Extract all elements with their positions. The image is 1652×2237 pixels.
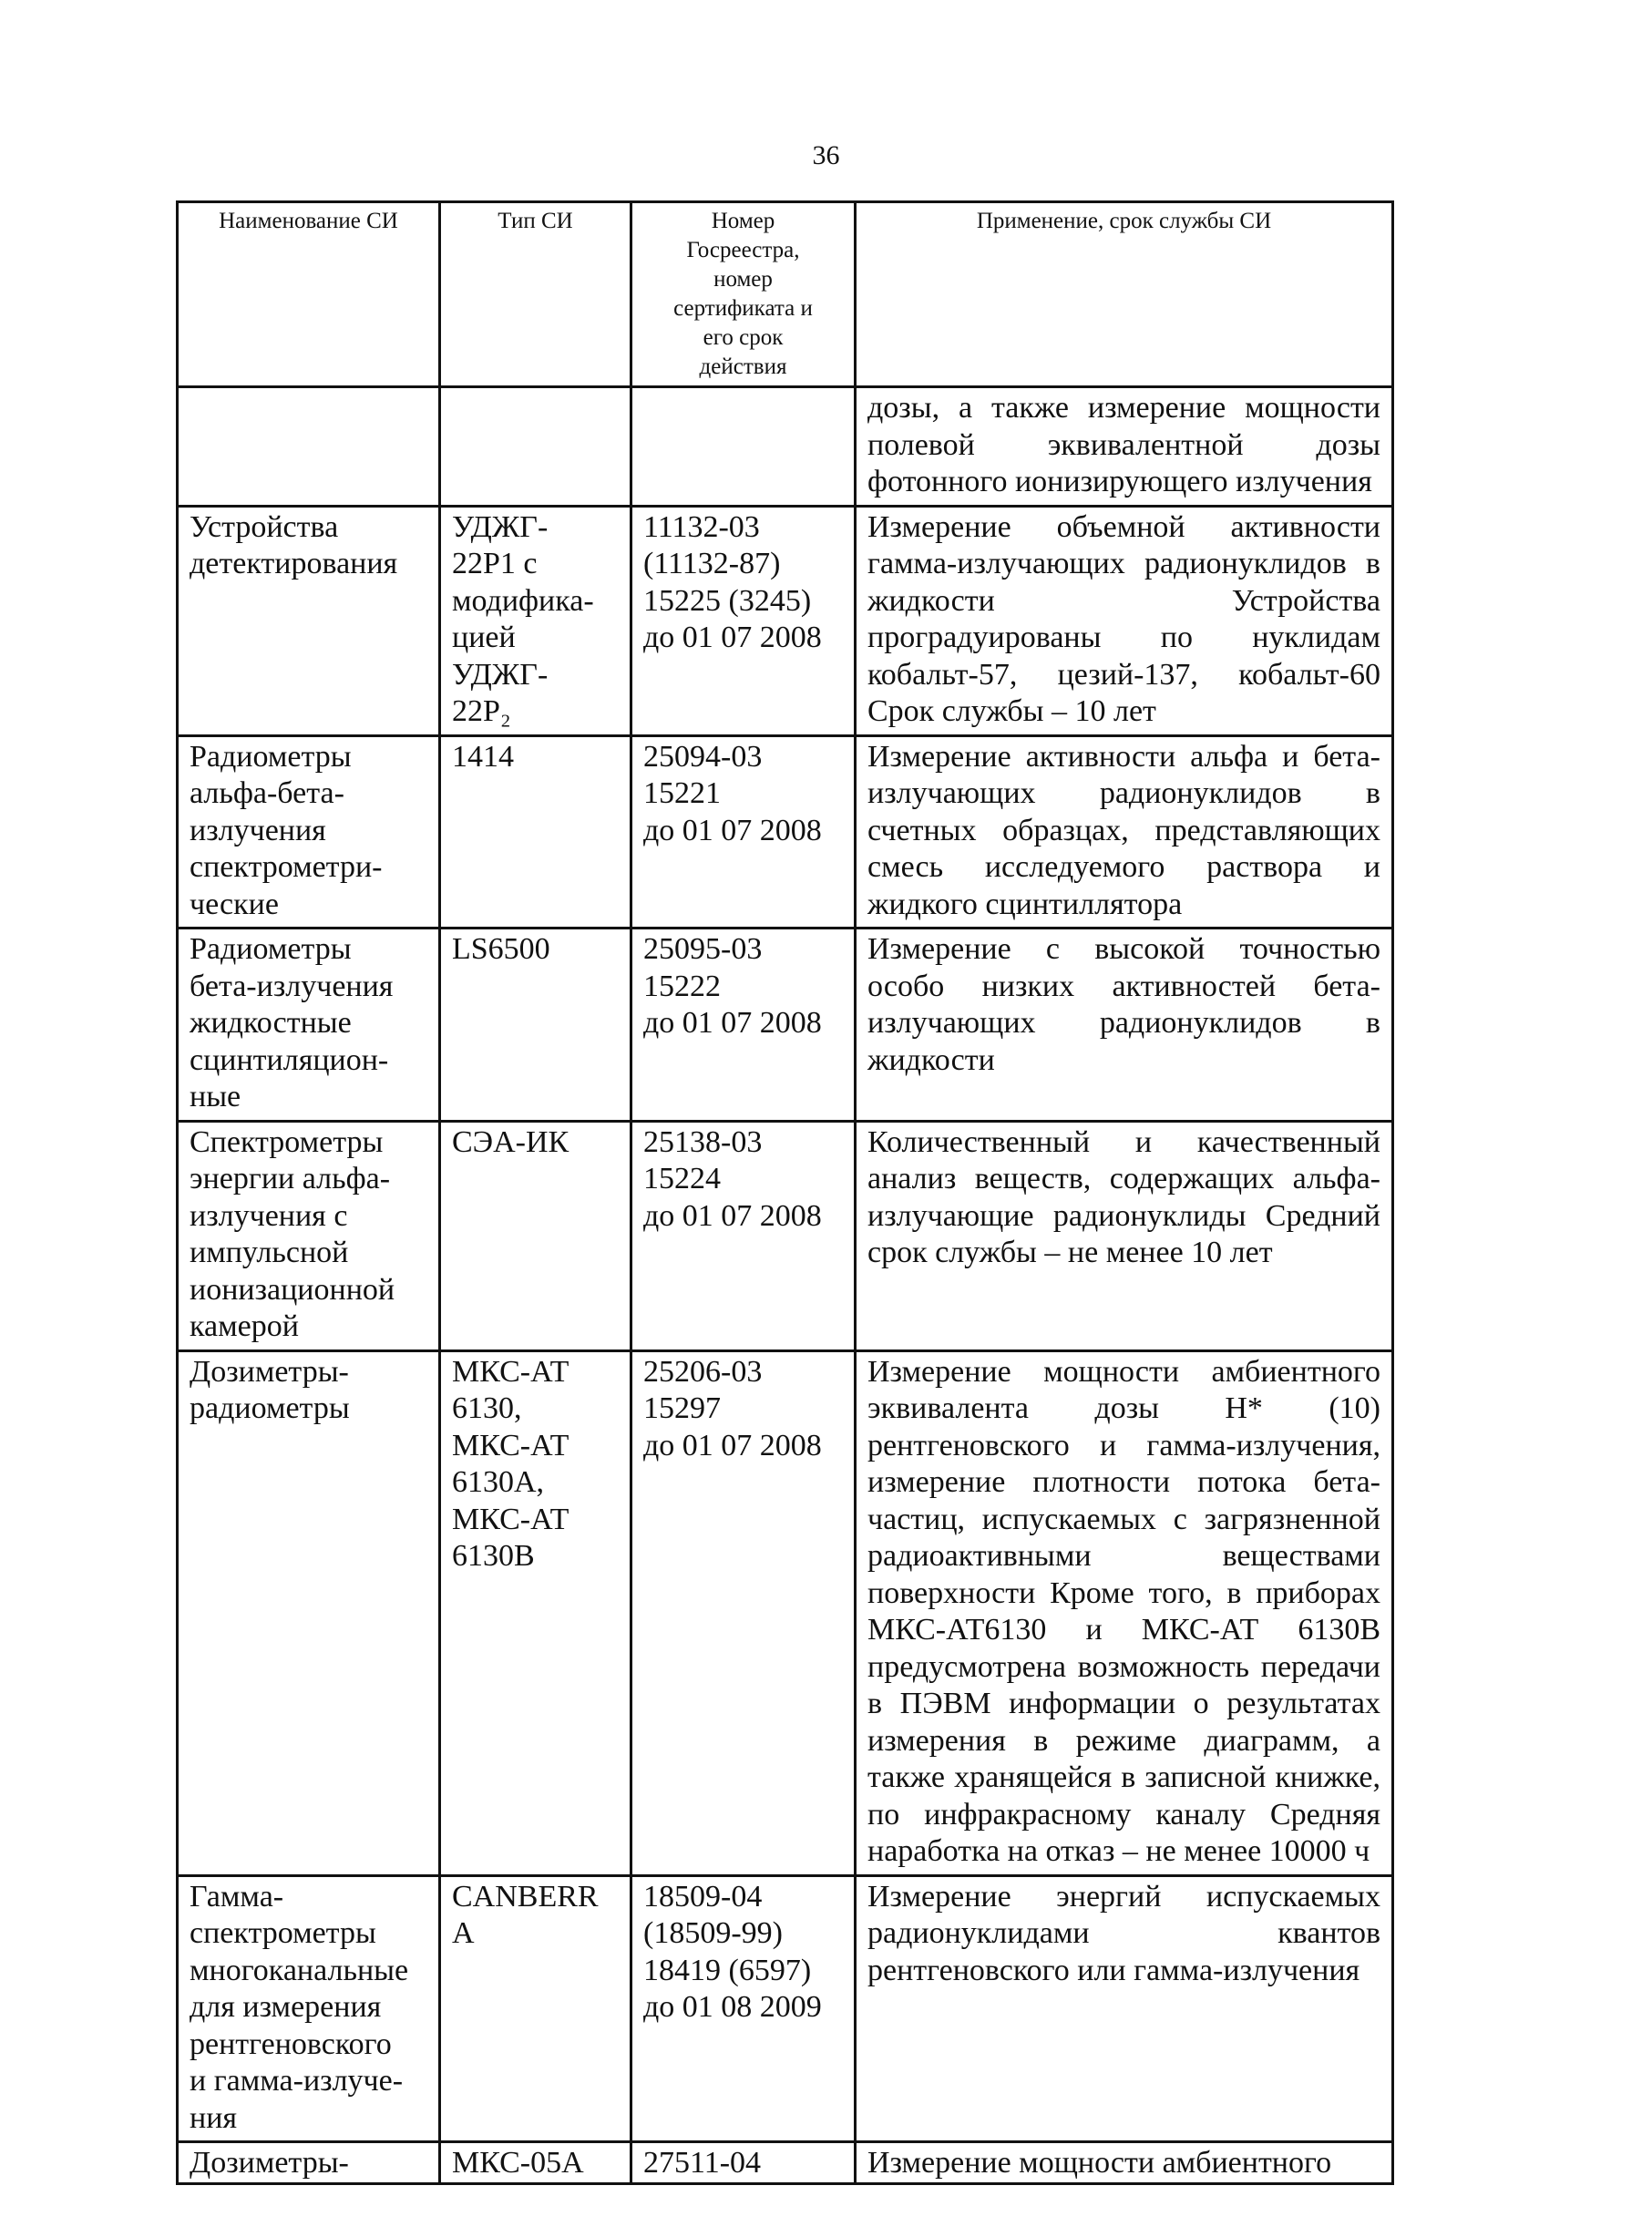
cell-registry: 18509-04 (18509-99) 18419 (6597) до 01 08 2009 [631, 1875, 856, 2142]
table-row [178, 1875, 1393, 2142]
cell-application: Количественный и качественный анализ веществ, содержащих альфа-излучающие радионуклиды Средний срок службы – не менее 10 лет [856, 1121, 1393, 1350]
cell-registry: 11132-03 (11132-87) 15225 (3245) до 01 07 2008 [631, 506, 856, 735]
table-row [178, 2142, 1393, 2184]
header-application: Применение, срок службы СИ [856, 202, 1393, 387]
cell-application: Измерение энергий испускаемых радионуклидами квантов рентгеновского или гамма-излучения [856, 1875, 1393, 2142]
table-row [178, 929, 1393, 1122]
page-number: 36 [812, 140, 840, 170]
header-name: Наименование СИ [178, 202, 440, 387]
table-row [178, 735, 1393, 929]
cell-type: LS6500 [440, 929, 631, 1122]
table-row [178, 387, 1393, 507]
cell-name: Радиометры альфа-бета- излучения спектрометри- ческие [178, 735, 440, 929]
cell-registry: 25094-03 15221 до 01 07 2008 [631, 735, 856, 929]
cell-registry: 25138-03 15224 до 01 07 2008 [631, 1121, 856, 1350]
cell-application: Измерение активности альфа и бета-излучающих радионуклидов в счетных образцах, представляющих смесь исследуемого раствора и жидкого сцинтиллятора [856, 735, 1393, 929]
cell-name: Гамма- спектрометры многоканальные для измерения рентгеновского и гамма-излуче- ния [178, 1875, 440, 2142]
cell-type: CANBERR A [440, 1875, 631, 2142]
cell-name: Устройства детектирования [178, 506, 440, 735]
header-registry: Номер Госреестра, номер сертификата и его срок действия [631, 202, 856, 387]
header-type: Тип СИ [440, 202, 631, 387]
table-row [178, 1121, 1393, 1350]
cell-registry [631, 387, 856, 507]
instruments-table [176, 200, 1394, 2185]
table-header-row [178, 202, 1393, 387]
cell-type: МКС-АТ 6130, МКС-АТ 6130А, МКС-АТ 6130В [440, 1350, 631, 1875]
cell-registry: 25206-03 15297 до 01 07 2008 [631, 1350, 856, 1875]
cell-type [440, 387, 631, 507]
cell-application: дозы, а также измерение мощности полевой эквивалентной дозы фотонного ионизирующего излучения [856, 387, 1393, 507]
cell-application: Измерение мощности амбиентного эквивалента дозы Н* (10) рентгеновского и гамма-излучения, измерение плотности потока бета-частиц, испускаемых с загрязненной радиоактивными веществами поверхности Кроме того, в приборах МКС-АТ6130 и МКС-АТ 6130В предусмотрена возможность передачи в ПЭВМ информации о результатах измерения в режиме диаграмм, а также хранящейся в записной книжке, по инфракрасному каналу Средняя наработка на отказ – не менее 10000 ч [856, 1350, 1393, 1875]
cell-name: Спектрометры энергии альфа- излучения с импульсной ионизационной камерой [178, 1121, 440, 1350]
cell-type: СЭА-ИК [440, 1121, 631, 1350]
cell-type: УДЖГ- 22Р1 с модифика- цией УДЖГ- 22Р₂ [440, 506, 631, 735]
cell-name: Дозиметры- радиометры [178, 1350, 440, 1875]
cell-application: Измерение с высокой точностью особо низких активностей бета-излучающих радионуклидов в жидкости [856, 929, 1393, 1122]
cell-type: МКС-05А [440, 2142, 631, 2184]
table-row [178, 506, 1393, 735]
cell-name: Дозиметры- [178, 2142, 440, 2184]
cell-name [178, 387, 440, 507]
cell-name: Радиометры бета-излучения жидкостные сцинтиляцион- ные [178, 929, 440, 1122]
cell-application: Измерение объемной активности гамма-излучающих радионуклидов в жидкости Устройства проградуированы по нуклидам кобальт-57, цезий-137, кобальт-60 Срок службы – 10 лет [856, 506, 1393, 735]
cell-registry: 27511-04 [631, 2142, 856, 2184]
table-row [178, 1350, 1393, 1875]
cell-type: 1414 [440, 735, 631, 929]
cell-application: Измерение мощности амбиентного [856, 2142, 1393, 2184]
cell-registry: 25095-03 15222 до 01 07 2008 [631, 929, 856, 1122]
